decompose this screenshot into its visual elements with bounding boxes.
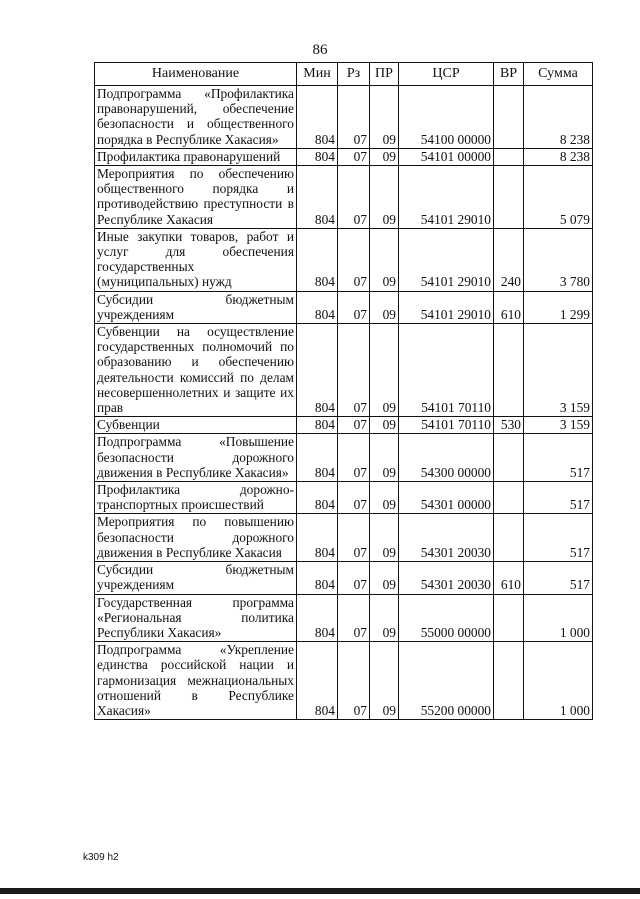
row-csr: 54101 29010 (399, 291, 494, 323)
row-name: Профилактика правонарушений (95, 148, 297, 165)
row-rz: 07 (338, 148, 370, 165)
row-vr: 610 (494, 562, 524, 594)
row-pr: 09 (370, 228, 399, 291)
header-sum: Сумма (524, 63, 593, 86)
row-pr: 09 (370, 148, 399, 165)
table-row (95, 417, 593, 434)
row-sum: 5 079 (524, 166, 593, 229)
row-min: 804 (297, 291, 338, 323)
row-name: Подпрограмма «Укрепление единства российской нации и гармонизация межнациональных отношений в Республике Хакасия» (95, 642, 297, 720)
row-sum: 3 159 (524, 324, 593, 417)
table-row (95, 86, 593, 149)
row-csr: 54101 00000 (399, 148, 494, 165)
table-row (95, 148, 593, 165)
row-min: 804 (297, 86, 338, 149)
row-name: Профилактика дорожно-транспортных происшествий (95, 482, 297, 514)
table-row (95, 166, 593, 229)
row-min: 804 (297, 594, 338, 642)
table-row (95, 228, 593, 291)
row-pr: 09 (370, 514, 399, 562)
row-name: Субсидии бюджетным учреждениям (95, 291, 297, 323)
row-rz: 07 (338, 594, 370, 642)
row-rz: 07 (338, 291, 370, 323)
page-number: 86 (312, 42, 328, 58)
row-rz: 07 (338, 514, 370, 562)
row-pr: 09 (370, 291, 399, 323)
row-csr: 54301 20030 (399, 562, 494, 594)
row-name: Иные закупки товаров, работ и услуг для обеспечения государственных (муниципальных) нужд (95, 228, 297, 291)
budget-table (94, 62, 593, 720)
row-vr: 530 (494, 417, 524, 434)
row-min: 804 (297, 417, 338, 434)
row-vr (494, 324, 524, 417)
row-sum: 517 (524, 514, 593, 562)
row-csr: 55200 00000 (399, 642, 494, 720)
row-name: Мероприятия по повышению безопасности дорожного движения в Республике Хакасия (95, 514, 297, 562)
row-name: Подпрограмма «Профилактика правонарушений, обеспечение безопасности и общественного порядка в Республике Хакасия» (95, 86, 297, 149)
row-pr: 09 (370, 434, 399, 482)
row-rz: 07 (338, 562, 370, 594)
row-vr (494, 594, 524, 642)
row-sum: 517 (524, 482, 593, 514)
row-rz: 07 (338, 228, 370, 291)
header-rz: Рз (338, 63, 370, 86)
row-name: Субсидии бюджетным учреждениям (95, 562, 297, 594)
row-csr: 54101 29010 (399, 166, 494, 229)
row-vr (494, 148, 524, 165)
row-min: 804 (297, 514, 338, 562)
row-csr: 54300 00000 (399, 434, 494, 482)
row-rz: 07 (338, 642, 370, 720)
row-csr: 54301 20030 (399, 514, 494, 562)
row-sum: 517 (524, 562, 593, 594)
row-csr: 54101 70110 (399, 417, 494, 434)
row-pr: 09 (370, 594, 399, 642)
row-rz: 07 (338, 434, 370, 482)
header-csr: ЦСР (399, 63, 494, 86)
row-name: Подпрограмма «Повышение безопасности дорожного движения в Республике Хакасия» (95, 434, 297, 482)
row-min: 804 (297, 166, 338, 229)
row-csr: 54101 70110 (399, 324, 494, 417)
row-sum: 1 000 (524, 594, 593, 642)
row-csr: 54101 29010 (399, 228, 494, 291)
row-sum: 8 238 (524, 148, 593, 165)
row-pr: 09 (370, 86, 399, 149)
row-min: 804 (297, 324, 338, 417)
table-row (95, 482, 593, 514)
row-vr (494, 642, 524, 720)
row-min: 804 (297, 482, 338, 514)
row-rz: 07 (338, 417, 370, 434)
row-sum: 1 299 (524, 291, 593, 323)
row-pr: 09 (370, 166, 399, 229)
table-row (95, 324, 593, 417)
row-sum: 1 000 (524, 642, 593, 720)
header-vr: ВР (494, 63, 524, 86)
row-rz: 07 (338, 324, 370, 417)
row-sum: 3 159 (524, 417, 593, 434)
row-name: Государственная программа «Региональная политика Республики Хакасия» (95, 594, 297, 642)
row-csr: 54301 00000 (399, 482, 494, 514)
row-vr: 240 (494, 228, 524, 291)
header-name: Наименование (95, 63, 297, 86)
row-rz: 07 (338, 86, 370, 149)
row-min: 804 (297, 642, 338, 720)
row-min: 804 (297, 148, 338, 165)
header-pr: ПР (370, 63, 399, 86)
row-vr (494, 166, 524, 229)
row-vr (494, 86, 524, 149)
row-pr: 09 (370, 324, 399, 417)
table-row (95, 434, 593, 482)
row-min: 804 (297, 562, 338, 594)
row-min: 804 (297, 434, 338, 482)
footer-code: k309 h2 (83, 852, 119, 863)
row-vr (494, 514, 524, 562)
row-csr: 54100 00000 (399, 86, 494, 149)
row-sum: 8 238 (524, 86, 593, 149)
table-row (95, 562, 593, 594)
row-name: Субвенции на осуществление государственных полномочий по образованию и обеспечению деятельности комиссий по делам несовершеннолетних и защите их прав (95, 324, 297, 417)
row-name: Мероприятия по обеспечению общественного порядка и противодействию преступности в Республике Хакасия (95, 166, 297, 229)
row-vr (494, 434, 524, 482)
row-name: Субвенции (95, 417, 297, 434)
table-row (95, 291, 593, 323)
row-vr (494, 482, 524, 514)
row-sum: 3 780 (524, 228, 593, 291)
table-row (95, 642, 593, 720)
row-csr: 55000 00000 (399, 594, 494, 642)
row-vr: 610 (494, 291, 524, 323)
table-header-row (95, 63, 593, 86)
row-rz: 07 (338, 482, 370, 514)
row-sum: 517 (524, 434, 593, 482)
row-pr: 09 (370, 642, 399, 720)
header-min: Мин (297, 63, 338, 86)
row-pr: 09 (370, 417, 399, 434)
row-pr: 09 (370, 562, 399, 594)
table-row (95, 514, 593, 562)
row-rz: 07 (338, 166, 370, 229)
table-row (95, 594, 593, 642)
row-pr: 09 (370, 482, 399, 514)
row-min: 804 (297, 228, 338, 291)
scan-edge-bar (0, 888, 640, 894)
